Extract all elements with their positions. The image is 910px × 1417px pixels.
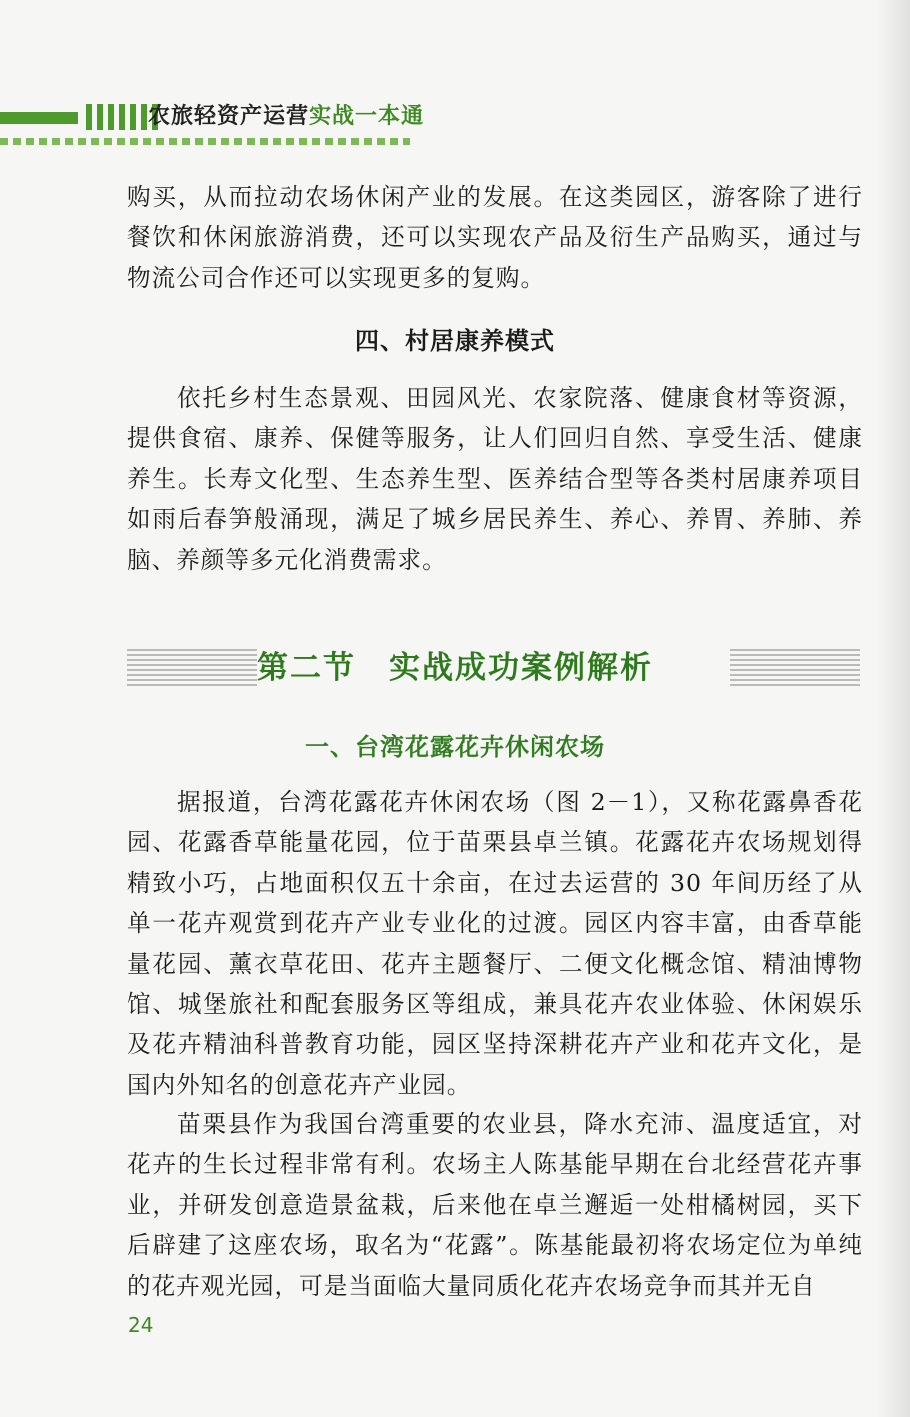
paragraph-purchase: 购买，从而拉动农场休闲产业的发展。在这类园区，游客除了进行餐饮和休闲旅游消费，还可以实现农产品及衍生产品购买，通过与物流公司合作还可以实现更多的复购。 — [127, 183, 863, 292]
book-title — [148, 99, 424, 130]
paragraph-village-wellness: 依托乡村生态景观、田园风光、农家院落、健康食材等资源，提供食宿、康养、保健等服务，让人们回归自然、享受生活、健康养生。长寿文化型、生态养生型、医养结合型等各类村居康养项目如雨后春笋般涌现，满足了城乡居民养生、养心、养胃、养肺、养脑、养颜等多元化消费需求。 — [127, 384, 863, 574]
book-title-part1: 农旅轻资产运营 — [148, 104, 310, 129]
heading-village-wellness: 四、村居康养模式 — [355, 327, 555, 355]
page-number: 24 — [128, 1313, 154, 1337]
running-header — [0, 98, 910, 158]
section-heading-block — [0, 640, 910, 696]
section-right-stripes — [730, 646, 860, 686]
header-dotted-rule — [0, 138, 410, 145]
heading-taiwan-farm: 一、台湾花露花卉休闲农场 — [305, 733, 605, 761]
header-bar-decoration — [0, 112, 78, 124]
paragraph-taiwan-farm-intro: 据报道，台湾花露花卉休闲农场（图 2－1），又称花露鼻香花园、花露香草能量花园，位于苗栗县卓兰镇。花露花卉农场规划得精致小巧，占地面积仅五十余亩，在过去运营的 30 年间历经了从单一花卉观赏到花卉产业专业化的过渡。园区内容丰富，由香草能量花园、薰衣草花田、花卉主题餐厅、二便文化概念馆、精油博物馆、城堡旅社和配套服务区等组成，兼具花卉农业体验、休闲娱乐及花卉精油科普教育功能，园区坚持深耕花卉产业和花卉文化，是国内外知名的创意花卉产业园。 — [127, 788, 863, 1099]
paragraph-miaoli-county: 苗栗县作为我国台湾重要的农业县，降水充沛、温度适宜，对花卉的生长过程非常有利。农场主人陈基能早期在台北经营花卉事业，并研发创意造景盆栽，后来他在卓兰邂逅一处柑橘树园，买下后辟建了这座农场，取名为“花露”。陈基能最初将农场定位为单纯的花卉观光园，可是当面临大量同质化花卉农场竞争而其并无自 — [127, 1110, 863, 1300]
section-title: 第二节 实战成功案例解析 — [257, 650, 653, 686]
book-title-part2: 实战一本通 — [309, 104, 425, 129]
